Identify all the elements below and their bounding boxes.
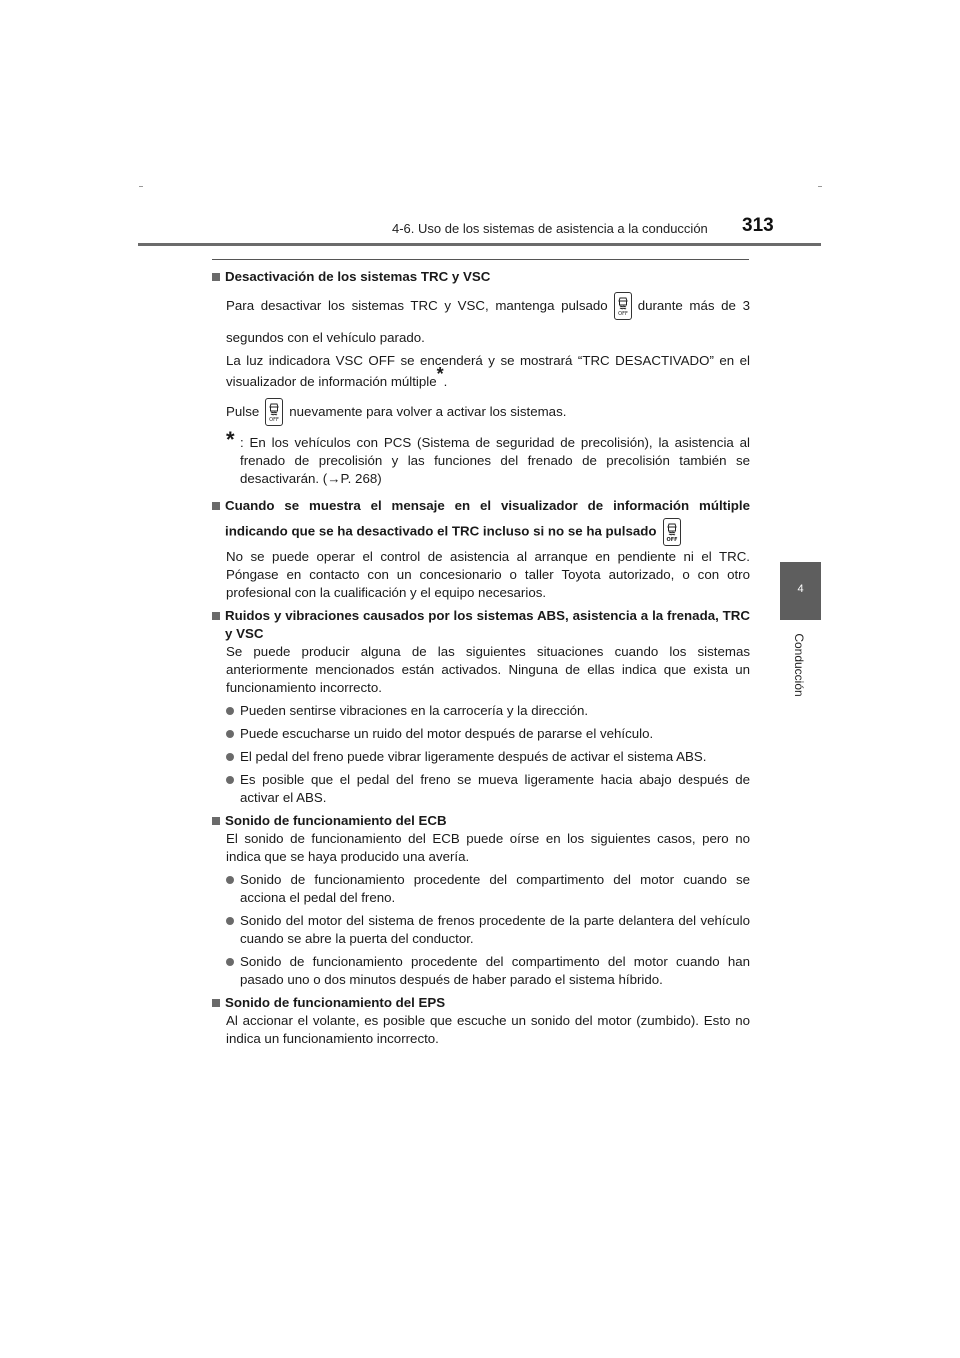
list-item: Sonido de funcionamiento procedente del compartimento del motor cuando se acciona el pedal del freno. [212, 871, 750, 907]
section-heading: Desactivación de los sistemas TRC y VSC [212, 268, 750, 286]
vsc-off-icon [614, 292, 632, 320]
section-heading: Sonido de funcionamiento del ECB [212, 812, 750, 830]
svg-text:OFF: OFF [269, 417, 280, 424]
square-bullet-icon [212, 502, 220, 510]
body-paragraph: Se puede producir alguna de las siguientes situaciones cuando los sistemas anteriormente mencionados están activados. Ninguna de ellas indica que exista un funcionamiento incorrecto. [226, 644, 750, 695]
square-bullet-icon [212, 817, 220, 825]
round-bullet-icon [226, 730, 234, 738]
page-content [212, 268, 750, 1048]
section-heading: Cuando se muestra el mensaje en el visualizador de información múltiple indicando que se ha desactivado el TRC incluso si no se ha pulsado OFF [212, 494, 750, 546]
list-item: Es posible que el pedal del freno se mueva ligeramente hacia abajo después de activar el ABS. [212, 771, 750, 807]
list-item: Puede escucharse un ruido del motor después de pararse el vehículo. [212, 725, 750, 743]
section-rule [212, 259, 749, 260]
body-paragraph: La luz indicadora VSC OFF se encenderá y se mostrará “TRC DESACTIVADO” en el visualizador de información múltiple*. [226, 353, 750, 389]
list-item: Sonido del motor del sistema de frenos procedente de la parte delantera del vehículo cuando se abre la puerta del conductor. [212, 912, 750, 948]
round-bullet-icon [226, 776, 234, 784]
vsc-off-icon [663, 518, 681, 546]
svg-text:OFF: OFF [665, 537, 678, 543]
crop-mark [139, 186, 143, 187]
chapter-tab [780, 562, 821, 620]
round-bullet-icon [226, 876, 234, 884]
round-bullet-icon [226, 917, 234, 925]
round-bullet-icon [226, 753, 234, 761]
body-paragraph: El sonido de funcionamiento del ECB puede oírse en los siguientes casos, pero no indica que se haya producido una avería. [226, 831, 750, 864]
body-paragraph: No se puede operar el control de asistencia al arranque en pendiente ni el TRC. Póngase en contacto con un concesionario o taller Toyota autorizado, o con otro profesional con la cualificación y el equipo necesarios. [226, 549, 750, 600]
header-rule [138, 243, 821, 246]
body-paragraph: Al accionar el volante, es posible que escuche un sonido del motor (zumbido). Esto no indica un funcionamiento incorrecto. [226, 1013, 750, 1046]
round-bullet-icon [226, 958, 234, 966]
list-item: Pueden sentirse vibraciones en la carrocería y la dirección. [212, 702, 750, 720]
body-paragraph: Pulse OFF nuevamente para volver a activar los sistemas. [212, 396, 750, 428]
crop-mark [818, 186, 822, 187]
square-bullet-icon [212, 273, 220, 281]
svg-text:OFF: OFF [617, 311, 628, 318]
list-item: El pedal del freno puede vibrar ligeramente después de activar el sistema ABS. [212, 748, 750, 766]
footnote: * : En los vehículos con PCS (Sistema de seguridad de precolisión), la asistencia al frenado de precolisión y las funciones del frenado de precolisión también se desactivarán. (→P. 268) [226, 427, 750, 486]
section-heading: Ruidos y vibraciones causados por los sistemas ABS, asistencia a la frenada, TRC y VSC [212, 607, 750, 643]
chapter-number: 4 [797, 583, 804, 595]
footnote-star: * [226, 427, 235, 452]
round-bullet-icon [226, 707, 234, 715]
page-header-title: 4-6. Uso de los sistemas de asistencia a la conducción [392, 221, 708, 236]
square-bullet-icon [212, 612, 220, 620]
list-item: Sonido de funcionamiento procedente del compartimento del motor cuando han pasado uno o dos minutos después de haber parado el sistema híbrido. [212, 953, 750, 989]
section-heading: Sonido de funcionamiento del EPS [212, 994, 750, 1012]
chapter-label: Conducción [792, 633, 806, 697]
page-number: 313 [742, 215, 774, 236]
body-paragraph: Para desactivar los sistemas TRC y VSC, mantenga pulsado OFF durante más de 3 segundos con el vehículo parado. [212, 290, 750, 354]
vsc-off-icon [265, 398, 283, 426]
square-bullet-icon [212, 999, 220, 1007]
